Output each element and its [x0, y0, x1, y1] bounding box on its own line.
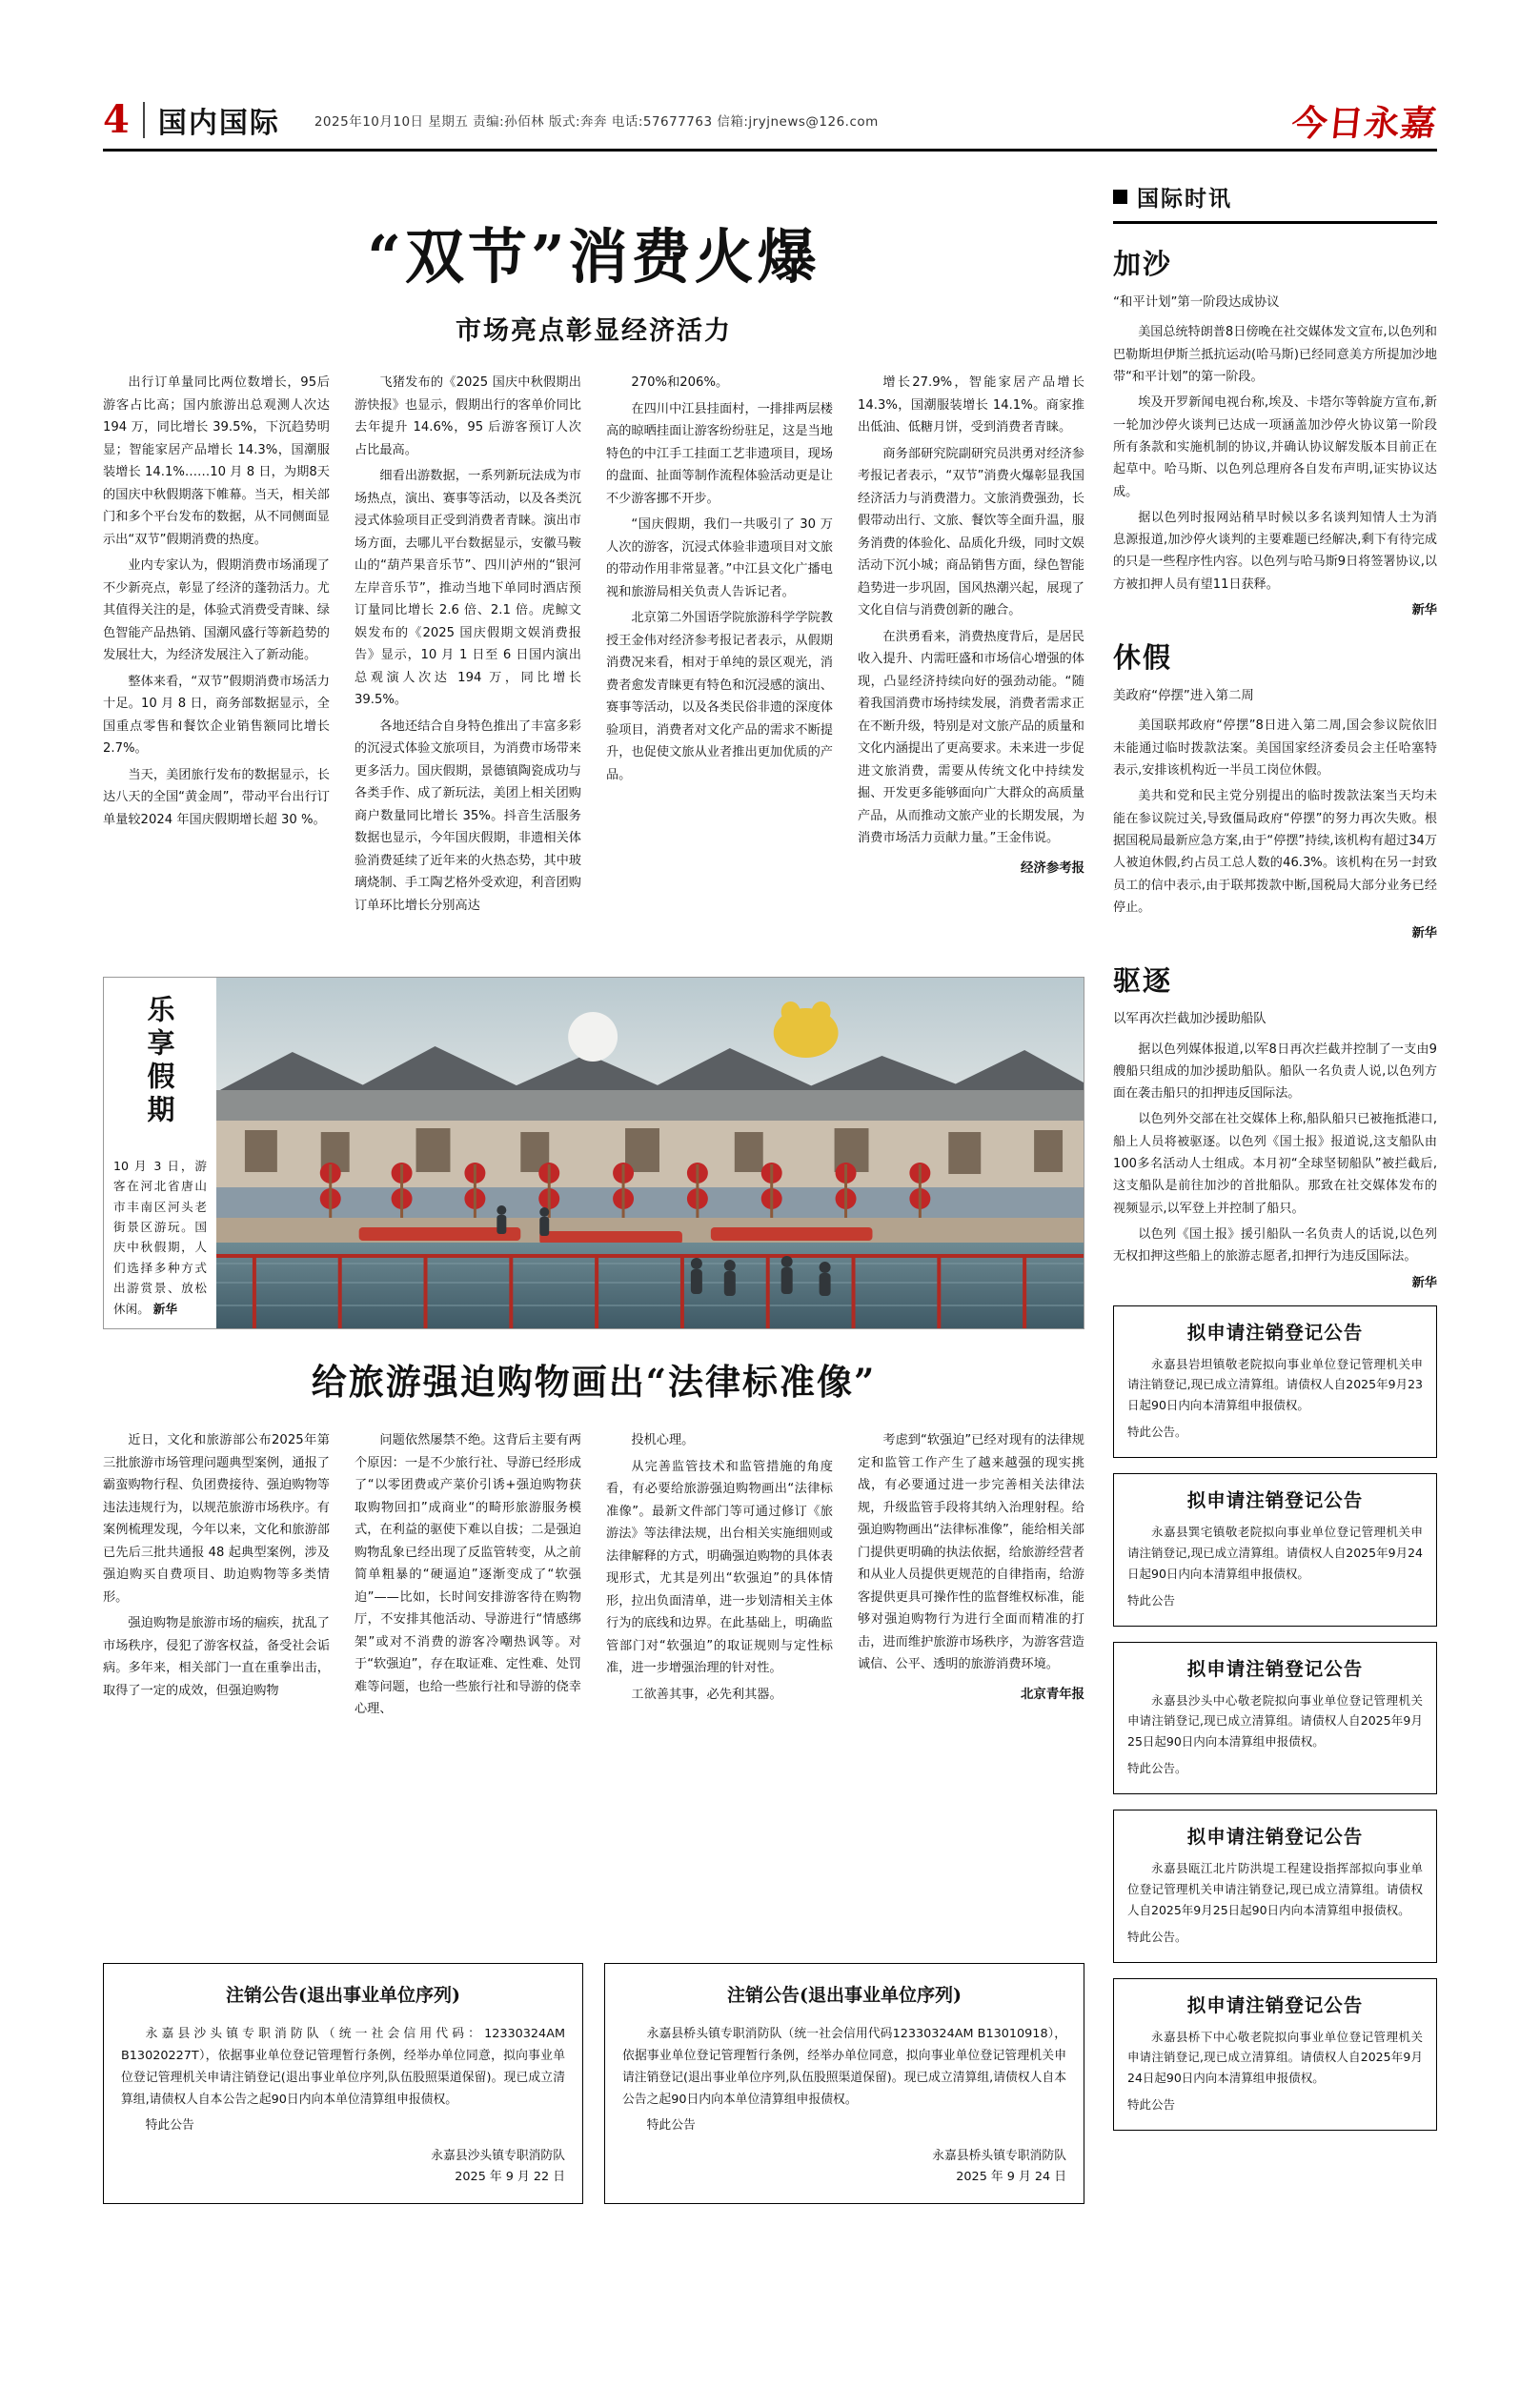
- paragraph: 各地还结合自身特色推出了丰富多彩的沉浸式体验文旅项目，为消费市场带来更多活力。国庆假期，景德镇陶瓷成功与各类手作、成了新玩法，美团上相关团购商户数量同比增长 35%。抖音生活服务数据也显示，今年国庆假期，非遗相关体验消费延续了近年来的火热态势，其中玻璃烧制、手工陶艺格外受欢迎，利音团购订单环比增长分别高达: [355, 718, 581, 913]
- registration-notice: [1113, 1810, 1437, 1963]
- paragraph: 商务部研究院副研究员洪勇对经济参考报记者表示，“双节”消费火爆彰显我国经济活力与消费潜力。文旅消费强劲，长假带动出行、文旅、餐饮等全面升温，服务消费的体验化、品质化升级，同时文娱活动下沉小城；商品销售方面，绿色智能趋势进一步巩固，国风热潮兴起，展现了文化自信与消费创新的融合。: [858, 446, 1084, 617]
- secondary-headline: 给旅游强迫购物画出“法律标准像”: [311, 1361, 877, 1403]
- registration-notice: [1113, 1473, 1437, 1627]
- paragraph: 270%和206%。: [631, 375, 729, 390]
- news-title: 加沙: [1113, 248, 1173, 280]
- secondary-story-columns: [103, 1429, 1084, 1725]
- registration-notice: [1113, 1978, 1437, 2132]
- notice-body: 永嘉县瓯江北片防洪堤工程建设指挥部拟向事业单位登记管理机关申请注销登记,现已成立清算组。请债权人自2025年9月25日起90日内向本清算组申报债权。: [1127, 1861, 1423, 1917]
- notice-title: 注销公告(退出事业单位序列): [226, 1985, 460, 2006]
- paragraph: 飞猪发布的《2025 国庆中秋假期出游快报》也显示，假期出行的客单价同比去年提升 14.6%，95 后游客预订人次占比最高。: [355, 375, 581, 457]
- notice-box: [103, 1963, 583, 2204]
- paragraph: 增长27.9%，智能家居产品增长 14.3%，国潮服装增长 14.1%。商家推出低油、低糖月饼，受到消费者青睐。: [858, 375, 1084, 435]
- notice-signature: [121, 2146, 565, 2188]
- notice-title: 拟申请注销登记公告: [1186, 1993, 1364, 2016]
- paragraph: 美共和党和民主党分别提出的临时拨款法案当天均未能在参议院过关,导致僵局政府“停摆”的努力再次失败。根据国税局最新应急方案,由于“停摆”持续,该机构有超过34万人被迫休假,约占员工总人数的46.3%。该机构在另一封致员工的信中表示,由于联邦拨款中断,国税局大部分业务已经停止。: [1113, 789, 1437, 915]
- story-column-3: [606, 372, 833, 920]
- story2-column-4: [858, 1429, 1084, 1725]
- paragraph: 从完善监管技术和监管措施的角度看，有必要给旅游强迫购物画出“法律标准像”。最新文件部门等可通过修订《旅游法》等法律法规，出台相关实施细则或法律解释的方式，明确强迫购物的具体表现形式，尤其是列出“软强迫”的具体情形，拉出负面清单，进一步划清相关主体行为的底线和边界。在此基础上，明确监管部门对“软强迫”的取证规则与定性标准，进一步增强治理的针对性。: [606, 1459, 833, 1675]
- news-lede: “和平计划”第一阶段达成协议: [1113, 295, 1280, 310]
- masthead: [103, 91, 1437, 152]
- story2-column-3: [606, 1429, 833, 1725]
- notice-body: 永嘉县巽宅镇敬老院拟向事业单位登记管理机关申请注销登记,现已成立清算组。请债权人自2025年9月24日起90日内向本清算组申报债权。: [1127, 1525, 1423, 1581]
- photo-caption: [113, 1156, 207, 1319]
- newspaper-logo: 今日永嘉: [1289, 101, 1439, 144]
- notice-tail: 特此公告。: [1127, 1761, 1187, 1776]
- secondary-story: [103, 1353, 1084, 1725]
- bottom-notice-row: [103, 1963, 1084, 2204]
- news-agency: 新华: [1411, 926, 1437, 941]
- main-story: [103, 181, 1084, 920]
- story2-column-2: [355, 1429, 581, 1725]
- notice-date: 2025 年 9 月 22 日: [455, 2170, 565, 2185]
- notice-body: 永嘉县沙头镇专职消防队（统一社会信用代码：12330324AM B13020227T），依据事业单位登记管理暂行条例，经举办单位同意，拟向事业单位登记管理机关申请注销登记(退出事业单位序列,队伍股照渠道保留)。现已成立清算组,请债权人自本公告之起90日内向本单位清算组申报债权。: [121, 2027, 565, 2108]
- notice-signature: [622, 2146, 1066, 2188]
- registration-notice: [1113, 1642, 1437, 1795]
- page-title: “双节”消费火爆: [367, 222, 821, 292]
- registration-notice: [1113, 1305, 1437, 1459]
- paragraph: 细看出游数据，一系列新玩法成为市场热点，演出、赛事等活动，以及各类沉浸式体验项目正受到消费者青睐。演出市场方面，去哪儿平台数据显示，安徽马鞍山的“葫芦果音乐节”、四川泸州的“银河左岸音乐节”，推动当地下单同时酒店预订量同比增长 2.6 倍、2.1 倍。虎鲸文娱发布的《2025 国庆假期文娱消费报告》显示，10 月 1 日至 6 日国内演出总观演人次达 194 万，同比增长 39.5%。: [355, 469, 581, 707]
- notice-title: 拟申请注销登记公告: [1186, 1826, 1364, 1849]
- paragraph: 埃及开罗新闻电视台称,埃及、卡塔尔等斡旋方宣布,新一轮加沙停火谈判已达成一项涵盖加沙停火协议第一阶段所有条款和实施机制的协议,并确认协议解发版本目前正在起草中。哈马斯、以色列总理府各自发布声明,证实协议达成。: [1113, 395, 1437, 499]
- story-column-1: [103, 372, 330, 920]
- main-story-columns: [103, 372, 1084, 920]
- photo-illustration: [216, 978, 1084, 1328]
- news-agency: 新华: [1411, 1275, 1437, 1290]
- story-credit: 经济参考报: [1021, 860, 1084, 876]
- masthead-divider: [143, 102, 145, 138]
- news-item-gaza: [1113, 243, 1437, 617]
- paragraph: 出行订单量同比两位数增长，95后游客占比高；国内旅游出总观测人次达 194 万，同比增长 39.5%，下沉趋势明显；智能家居产品增长 14.3%，国潮服装增长 14.1%……10 月 8 日，为期8天的国庆中秋假期落下帷幕。当天，相关部门和多个平台发布的数据，从不同侧面显示出“双节”假期消费的热度。: [103, 375, 330, 547]
- section-title: 国内国际: [157, 106, 280, 140]
- notice-tail: 特此公告: [1127, 2097, 1176, 2113]
- news-item-expulsion: [1113, 960, 1437, 1289]
- notice-tail: 特此公告: [646, 2118, 696, 2134]
- notice-tail: 特此公告。: [1127, 1929, 1187, 1944]
- news-lede: 以军再次拦截加沙援助船队: [1113, 1012, 1266, 1027]
- international-news-header: [1113, 181, 1437, 224]
- paragraph: 业内专家认为，假期消费市场涌现了不少新亮点，彰显了经济的蓬勃活力。尤其值得关注的是，体验式消费受青睐、绿色智能产品热销、国潮风盛行等新趋势的发展壮大，为经济发展注入了新动能。: [103, 558, 330, 662]
- paragraph: 考虑到“软强迫”已经对现有的法律规定和监管工作产生了越来越强的现实挑战，有必要通过进一步完善相关法律法规，升级监管手段将其纳入治理射程。给强迫购物画出“法律标准像”，能给相关部门提供更明确的执法依据，给旅游经营者和从业人员提供更规范的自律指南，给游客提供更具可操作性的监督维权标准，能够对强迫购物行为进行全面而精准的打击，进而维护旅游市场秩序，为游客营造诚信、公平、透明的旅游消费环境。: [858, 1433, 1084, 1671]
- paragraph: 工欲善其事，必先利其器。: [631, 1687, 782, 1702]
- paragraph: 据以色列媒体报道,以军8日再次拦截并控制了一支由9艘船只组成的加沙援助船队。船队一名负责人说,以色列方面在袭击船只的扣押违反国际法。: [1113, 1042, 1437, 1102]
- main-subheadline: 市场亮点彰显经济活力: [456, 316, 732, 346]
- notice-body: 永嘉县桥下中心敬老院拟向事业单位登记管理机关申请注销登记,现已成立清算组。请债权人自2025年9月24日起90日内向本清算组申报债权。: [1127, 2029, 1423, 2086]
- notice-title: 拟申请注销登记公告: [1186, 1321, 1364, 1344]
- paragraph: “国庆假期，我们一共吸引了 30 万人次的游客，沉浸式体验非遗项目对文旅的带动作用非常显著。”中江县文化广播电视和旅游局相关负责人告诉记者。: [606, 517, 833, 599]
- paragraph: 在四川中江县挂面村，一排排两层楼高的晾晒挂面让游客纷纷驻足，这是当地特色的中江手工挂面工艺非遗项目，现场的盘面、扯面等制作流程体验活动更是让不少游客挪不开步。: [606, 401, 833, 506]
- notice-title: 注销公告(退出事业单位序列): [727, 1985, 962, 2006]
- story-column-4: [858, 372, 1084, 920]
- paragraph: 美国总统特朗普8日傍晚在社交媒体发文宣布,以色列和巴勒斯坦伊斯兰抵抗运动(哈马斯)已经同意美方所提加沙地带“和平计划”的第一阶段。: [1113, 325, 1437, 385]
- news-agency: 新华: [1411, 603, 1437, 618]
- notice-body: 永嘉县桥头镇专职消防队（统一社会信用代码12330324AM B13010918），依据事业单位登记管理暂行条例，经举办单位同意，拟向事业单位登记管理机关申请注销登记(退出事业单位序列,队伍股照渠道保留)。现已成立清算组,请债权人自本公告之起90日内向本单位清算组申报债权。: [622, 2027, 1067, 2108]
- photo-caption-panel: [104, 978, 216, 1328]
- notice-tail: 特此公告: [1127, 1592, 1176, 1608]
- notice-tail: 特此公告: [145, 2118, 194, 2134]
- news-lede: 美政府“停摆”进入第二周: [1113, 689, 1254, 704]
- paragraph: 强迫购物是旅游市场的痼疾，扰乱了市场秩序，侵犯了游客权益，备受社会诟病。多年来，相关部门一直在重拳出击，取得了一定的成效，但强迫购物: [103, 1616, 330, 1698]
- international-news-title: 国际时讯: [1137, 186, 1232, 212]
- photo-title: 乐享假期: [143, 995, 176, 1128]
- paragraph: 以色列外交部在社交媒体上称,船队船只已被拖抵港口,船上人员将被驱逐。以色列《国土报》报道说,这支船队由100多名活动人士组成。本月初“全球坚韧船队”被拦截后,这支船队是前往加沙的首批船队。那致在社交媒体发布的视频显示,以军登上并控制了船只。: [1113, 1112, 1437, 1216]
- paragraph: 投机心理。: [631, 1433, 695, 1447]
- paragraph: 以色列《国土报》援引船队一名负责人的话说,以色列无权扣押这些船上的旅游志愿者,扣押行为违反国际法。: [1113, 1226, 1437, 1264]
- paragraph: 据以色列时报网站稍早时候以多名谈判知情人士为消息源报道,加沙停火谈判的主要难题已经解决,剩下有待完成的只是一些程序性内容。以色列与哈马斯9日将签署协议,以方被扣押人员有望11日获释。: [1113, 510, 1437, 592]
- notice-title: 拟申请注销登记公告: [1186, 1489, 1364, 1512]
- masthead-meta: 2025年10月10日 星期五 责编:孙佰林 版式:奔奔 电话:57677763 信箱:jryjnews@126.com: [314, 113, 879, 130]
- news-item-furlough: [1113, 637, 1437, 941]
- paragraph: 北京第二外国语学院旅游科学学院教授王金伟对经济参考报记者表示，从假期消费况来看，相对于单纯的景区观光，消费者愈发青睐更有特色和沉浸感的演出、赛事等活动，以及各类民俗非遗的深度体验项目，消费者对文化产品的需求不断提升，也促使文旅从业者推出更加优质的产品。: [606, 611, 833, 782]
- story2-column-1: [103, 1429, 330, 1725]
- photo-caption-text: 10 月 3 日，游客在河北省唐山市丰南区河头老街景区游玩。国庆中秋假期，人们选择多种方式出游赏景、放松休闲。: [113, 1158, 207, 1316]
- page-number: 4: [103, 96, 130, 142]
- international-news-column: [1113, 181, 1437, 2131]
- square-bullet-icon: [1113, 190, 1127, 204]
- news-title: 驱逐: [1113, 964, 1173, 998]
- notice-date: 2025 年 9 月 24 日: [956, 2170, 1066, 2185]
- notice-body: 永嘉县沙头中心敬老院拟向事业单位登记管理机关申请注销登记,现已成立清算组。请债权人自2025年9月25日起90日内向本清算组申报债权。: [1127, 1692, 1423, 1750]
- news-title: 休假: [1113, 641, 1173, 675]
- notice-box: [604, 1963, 1084, 2204]
- photo-block: [103, 977, 1084, 1329]
- notice-signer: 永嘉县桥头镇专职消防队: [932, 2149, 1066, 2164]
- photo-image: [216, 978, 1084, 1328]
- notice-signer: 永嘉县沙头镇专职消防队: [431, 2149, 565, 2164]
- paragraph: 问题依然屡禁不绝。这背后主要有两个原因：一是不少旅行社、导游已经形成了“以零团费或产菜价引诱+强迫购物获取购物回扣”成商业“的畸形旅游服务模式，在利益的驱使下难以自拔；二是强迫购物乱象已经出现了反监管转变，从之前简单粗暴的“硬逼迫”逐渐变成了“软强迫”——比如，长时间安排游客待在购物厅，不安排其他活动、导游进行“情感绑架”或对不消费的游客冷嘲热讽等。对于“软强迫”，存在取证难、定性难、处罚难等问题，也给一些旅行社和导游的侥幸心理、: [355, 1433, 581, 1716]
- notice-body: 永嘉县岩坦镇敬老院拟向事业单位登记管理机关申请注销登记,现已成立清算组。请债权人自2025年9月23日起90日内向本清算组申报债权。: [1127, 1356, 1423, 1413]
- story-column-2: [355, 372, 581, 920]
- paragraph: 当天，美团旅行发布的数据显示，长达八天的全国“黄金周”，带动平台出行订单量较2024 年国庆假期增长超 30 %。: [103, 767, 330, 827]
- notice-title: 拟申请注销登记公告: [1186, 1657, 1364, 1680]
- story2-credit: 北京青年报: [1021, 1687, 1084, 1702]
- notice-tail: 特此公告。: [1127, 1425, 1187, 1440]
- paragraph: 近日，文化和旅游部公布2025年第三批旅游市场管理问题典型案例，通报了霸蛮购物行程、负团费接待、强迫购物等违法违规行为，以规范旅游市场秩序。有案例梳理发现，今年以来，文化和旅游部已先后三批共通报 48 起典型案例，涉及强迫购买自费项目、助迫购物等多类情形。: [103, 1433, 330, 1605]
- paragraph: 整体来看，“双节”假期消费市场活力十足。10 月 8 日，商务部数据显示，全国重点零售和餐饮企业销售额同比增长2.7%。: [103, 674, 330, 756]
- photo-agency: 新华: [152, 1301, 177, 1316]
- paragraph: 美国联邦政府“停摆”8日进入第二周,国会参议院依旧未能通过临时拨款法案。美国国家经济委员会主任哈塞特表示,安排该机构近一半员工岗位休假。: [1113, 718, 1437, 779]
- paragraph: 在洪勇看来，消费热度背后，是居民收入提升、内需旺盛和市场信心增强的体现，凸显经济持续向好的强劲动能。“随着我国消费市场持续发展，消费者需求正在不断升级，特别是对文旅产品的质量和文化内涵提出了更高要求。未来进一步促进文旅消费，需要从传统文化中持续发掘、开发更多能够面向广大群众的高质量产品，从而推动文旅产业的长期发展，为消费市场活力贡献力量。”王金伟说。: [858, 629, 1084, 845]
